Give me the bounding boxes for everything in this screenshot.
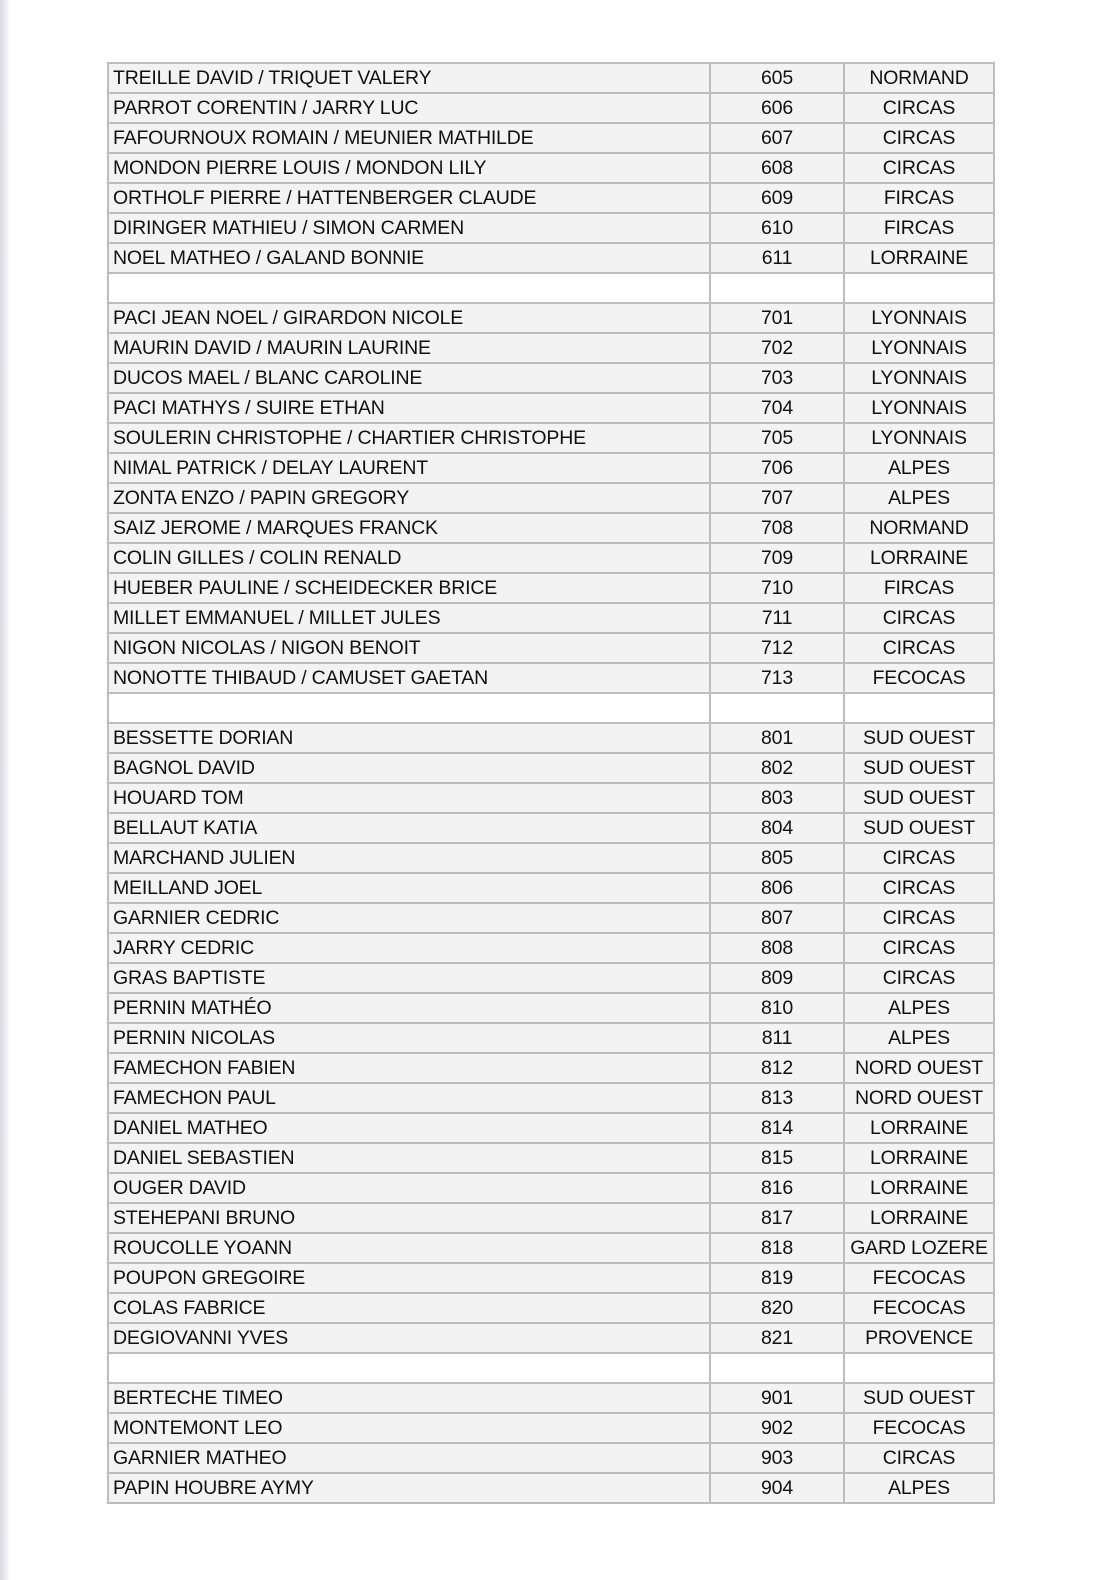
name-cell: SOULERIN CHRISTOPHE / CHARTIER CHRISTOPHE <box>108 423 710 453</box>
table-row <box>108 1293 994 1323</box>
region-cell: LYONNAIS <box>844 363 994 393</box>
table-row <box>108 1203 994 1233</box>
region-cell: ALPES <box>844 1473 994 1503</box>
region-cell: LYONNAIS <box>844 423 994 453</box>
region-cell: LORRAINE <box>844 243 994 273</box>
number-cell: 811 <box>710 1023 844 1053</box>
region-cell: ALPES <box>844 483 994 513</box>
name-cell: DEGIOVANNI YVES <box>108 1323 710 1353</box>
table-row <box>108 813 994 843</box>
number-cell: 812 <box>710 1053 844 1083</box>
name-cell: DIRINGER MATHIEU / SIMON CARMEN <box>108 213 710 243</box>
name-cell: ROUCOLLE YOANN <box>108 1233 710 1263</box>
table-row <box>108 1113 994 1143</box>
table-row <box>108 843 994 873</box>
region-cell <box>844 1353 994 1383</box>
name-cell: MEILLAND JOEL <box>108 873 710 903</box>
table-row <box>108 1323 994 1353</box>
table-row <box>108 1053 994 1083</box>
region-cell: CIRCAS <box>844 633 994 663</box>
number-cell: 607 <box>710 123 844 153</box>
name-cell: JARRY CEDRIC <box>108 933 710 963</box>
region-cell: CIRCAS <box>844 93 994 123</box>
table-row <box>108 603 994 633</box>
region-cell <box>844 273 994 303</box>
number-cell: 814 <box>710 1113 844 1143</box>
number-cell: 609 <box>710 183 844 213</box>
table-row <box>108 243 994 273</box>
region-cell: CIRCAS <box>844 1443 994 1473</box>
name-cell: PARROT CORENTIN / JARRY LUC <box>108 93 710 123</box>
name-cell: ORTHOLF PIERRE / HATTENBERGER CLAUDE <box>108 183 710 213</box>
region-cell: FECOCAS <box>844 1293 994 1323</box>
number-cell: 816 <box>710 1173 844 1203</box>
name-cell: PACI MATHYS / SUIRE ETHAN <box>108 393 710 423</box>
name-cell: GARNIER CEDRIC <box>108 903 710 933</box>
number-cell: 807 <box>710 903 844 933</box>
number-cell <box>710 1353 844 1383</box>
table-row <box>108 783 994 813</box>
region-cell: CIRCAS <box>844 123 994 153</box>
number-cell: 703 <box>710 363 844 393</box>
region-cell: GARD LOZERE <box>844 1233 994 1263</box>
number-cell: 705 <box>710 423 844 453</box>
region-cell: SUD OUEST <box>844 723 994 753</box>
name-cell: MILLET EMMANUEL / MILLET JULES <box>108 603 710 633</box>
number-cell: 902 <box>710 1413 844 1443</box>
region-cell: LORRAINE <box>844 1143 994 1173</box>
number-cell: 801 <box>710 723 844 753</box>
number-cell: 810 <box>710 993 844 1023</box>
region-cell: FIRCAS <box>844 573 994 603</box>
name-cell: NOEL MATHEO / GALAND BONNIE <box>108 243 710 273</box>
region-cell <box>844 693 994 723</box>
region-cell: SUD OUEST <box>844 813 994 843</box>
name-cell: NIMAL PATRICK / DELAY LAURENT <box>108 453 710 483</box>
number-cell: 901 <box>710 1383 844 1413</box>
table-row <box>108 1383 994 1413</box>
region-cell: ALPES <box>844 1023 994 1053</box>
region-cell: FECOCAS <box>844 1263 994 1293</box>
number-cell: 820 <box>710 1293 844 1323</box>
name-cell <box>108 1353 710 1383</box>
name-cell: POUPON GREGOIRE <box>108 1263 710 1293</box>
table-row <box>108 1143 994 1173</box>
name-cell: GARNIER MATHEO <box>108 1443 710 1473</box>
number-cell: 704 <box>710 393 844 423</box>
name-cell: PERNIN MATHÉO <box>108 993 710 1023</box>
name-cell: BAGNOL DAVID <box>108 753 710 783</box>
region-cell: ALPES <box>844 993 994 1023</box>
region-cell: NORD OUEST <box>844 1053 994 1083</box>
table-row <box>108 1173 994 1203</box>
number-cell: 707 <box>710 483 844 513</box>
name-cell: FAMECHON FABIEN <box>108 1053 710 1083</box>
table-row <box>108 93 994 123</box>
name-cell <box>108 273 710 303</box>
number-cell: 808 <box>710 933 844 963</box>
name-cell: DANIEL SEBASTIEN <box>108 1143 710 1173</box>
number-cell: 708 <box>710 513 844 543</box>
number-cell: 709 <box>710 543 844 573</box>
region-cell: FECOCAS <box>844 663 994 693</box>
name-cell: PERNIN NICOLAS <box>108 1023 710 1053</box>
name-cell: SAIZ JEROME / MARQUES FRANCK <box>108 513 710 543</box>
separator-row <box>108 1353 994 1383</box>
region-cell: LORRAINE <box>844 1203 994 1233</box>
number-cell: 605 <box>710 63 844 93</box>
region-cell: SUD OUEST <box>844 1383 994 1413</box>
table-row <box>108 753 994 783</box>
number-cell: 711 <box>710 603 844 633</box>
table-row <box>108 423 994 453</box>
region-cell: LYONNAIS <box>844 303 994 333</box>
region-cell: LORRAINE <box>844 1113 994 1143</box>
table-row <box>108 1083 994 1113</box>
name-cell: ZONTA ENZO / PAPIN GREGORY <box>108 483 710 513</box>
number-cell <box>710 273 844 303</box>
table-row <box>108 333 994 363</box>
name-cell: HUEBER PAULINE / SCHEIDECKER BRICE <box>108 573 710 603</box>
table-row <box>108 123 994 153</box>
region-cell: LYONNAIS <box>844 393 994 423</box>
table-row <box>108 993 994 1023</box>
region-cell: NORMAND <box>844 513 994 543</box>
table-row <box>108 63 994 93</box>
table-row <box>108 873 994 903</box>
name-cell: FAFOURNOUX ROMAIN / MEUNIER MATHILDE <box>108 123 710 153</box>
number-cell: 706 <box>710 453 844 483</box>
table-row <box>108 1233 994 1263</box>
entries-table <box>107 62 995 1504</box>
name-cell: FAMECHON PAUL <box>108 1083 710 1113</box>
table-row <box>108 483 994 513</box>
name-cell: DUCOS MAEL / BLANC CAROLINE <box>108 363 710 393</box>
number-cell: 701 <box>710 303 844 333</box>
name-cell: BELLAUT KATIA <box>108 813 710 843</box>
name-cell: COLIN GILLES / COLIN RENALD <box>108 543 710 573</box>
name-cell: TREILLE DAVID / TRIQUET VALERY <box>108 63 710 93</box>
table-row <box>108 183 994 213</box>
region-cell: ALPES <box>844 453 994 483</box>
number-cell: 608 <box>710 153 844 183</box>
name-cell: STEHEPANI BRUNO <box>108 1203 710 1233</box>
region-cell: LORRAINE <box>844 543 994 573</box>
number-cell: 710 <box>710 573 844 603</box>
number-cell: 606 <box>710 93 844 123</box>
number-cell: 809 <box>710 963 844 993</box>
name-cell: PAPIN HOUBRE AYMY <box>108 1473 710 1503</box>
table-body <box>108 63 994 1503</box>
number-cell: 903 <box>710 1443 844 1473</box>
table-row <box>108 1473 994 1503</box>
region-cell: SUD OUEST <box>844 753 994 783</box>
region-cell: CIRCAS <box>844 153 994 183</box>
region-cell: CIRCAS <box>844 873 994 903</box>
number-cell: 802 <box>710 753 844 783</box>
region-cell: SUD OUEST <box>844 783 994 813</box>
table-row <box>108 933 994 963</box>
table-row <box>108 723 994 753</box>
number-cell: 817 <box>710 1203 844 1233</box>
number-cell: 713 <box>710 663 844 693</box>
name-cell: NIGON NICOLAS / NIGON BENOIT <box>108 633 710 663</box>
number-cell: 904 <box>710 1473 844 1503</box>
table-row <box>108 153 994 183</box>
name-cell: HOUARD TOM <box>108 783 710 813</box>
table-row <box>108 633 994 663</box>
region-cell: CIRCAS <box>844 843 994 873</box>
separator-row <box>108 273 994 303</box>
number-cell: 712 <box>710 633 844 663</box>
table-row <box>108 393 994 423</box>
number-cell: 611 <box>710 243 844 273</box>
name-cell: BERTECHE TIMEO <box>108 1383 710 1413</box>
name-cell: DANIEL MATHEO <box>108 1113 710 1143</box>
number-cell: 815 <box>710 1143 844 1173</box>
name-cell: MONDON PIERRE LOUIS / MONDON LILY <box>108 153 710 183</box>
number-cell: 805 <box>710 843 844 873</box>
table-row <box>108 1263 994 1293</box>
region-cell: CIRCAS <box>844 603 994 633</box>
table-row <box>108 303 994 333</box>
number-cell: 702 <box>710 333 844 363</box>
name-cell: MONTEMONT LEO <box>108 1413 710 1443</box>
table-row <box>108 363 994 393</box>
name-cell: OUGER DAVID <box>108 1173 710 1203</box>
table-row <box>108 1413 994 1443</box>
table-row <box>108 903 994 933</box>
name-cell <box>108 693 710 723</box>
page-left-edge <box>0 0 10 1580</box>
separator-row <box>108 693 994 723</box>
region-cell: CIRCAS <box>844 903 994 933</box>
number-cell: 821 <box>710 1323 844 1353</box>
name-cell: GRAS BAPTISTE <box>108 963 710 993</box>
number-cell <box>710 693 844 723</box>
number-cell: 819 <box>710 1263 844 1293</box>
region-cell: NORD OUEST <box>844 1083 994 1113</box>
region-cell: LYONNAIS <box>844 333 994 363</box>
region-cell: PROVENCE <box>844 1323 994 1353</box>
number-cell: 804 <box>710 813 844 843</box>
region-cell: LORRAINE <box>844 1173 994 1203</box>
number-cell: 610 <box>710 213 844 243</box>
region-cell: FIRCAS <box>844 213 994 243</box>
region-cell: FECOCAS <box>844 1413 994 1443</box>
table-row <box>108 513 994 543</box>
table-row <box>108 1443 994 1473</box>
number-cell: 818 <box>710 1233 844 1263</box>
region-cell: FIRCAS <box>844 183 994 213</box>
number-cell: 813 <box>710 1083 844 1113</box>
name-cell: COLAS FABRICE <box>108 1293 710 1323</box>
region-cell: NORMAND <box>844 63 994 93</box>
region-cell: CIRCAS <box>844 933 994 963</box>
table-row <box>108 453 994 483</box>
number-cell: 803 <box>710 783 844 813</box>
name-cell: BESSETTE DORIAN <box>108 723 710 753</box>
name-cell: PACI JEAN NOEL / GIRARDON NICOLE <box>108 303 710 333</box>
name-cell: MARCHAND JULIEN <box>108 843 710 873</box>
table-row <box>108 1023 994 1053</box>
table-row <box>108 213 994 243</box>
name-cell: NONOTTE THIBAUD / CAMUSET GAETAN <box>108 663 710 693</box>
region-cell: CIRCAS <box>844 963 994 993</box>
number-cell: 806 <box>710 873 844 903</box>
name-cell: MAURIN DAVID / MAURIN LAURINE <box>108 333 710 363</box>
table-row <box>108 573 994 603</box>
table-row <box>108 963 994 993</box>
table-row <box>108 543 994 573</box>
table-row <box>108 663 994 693</box>
